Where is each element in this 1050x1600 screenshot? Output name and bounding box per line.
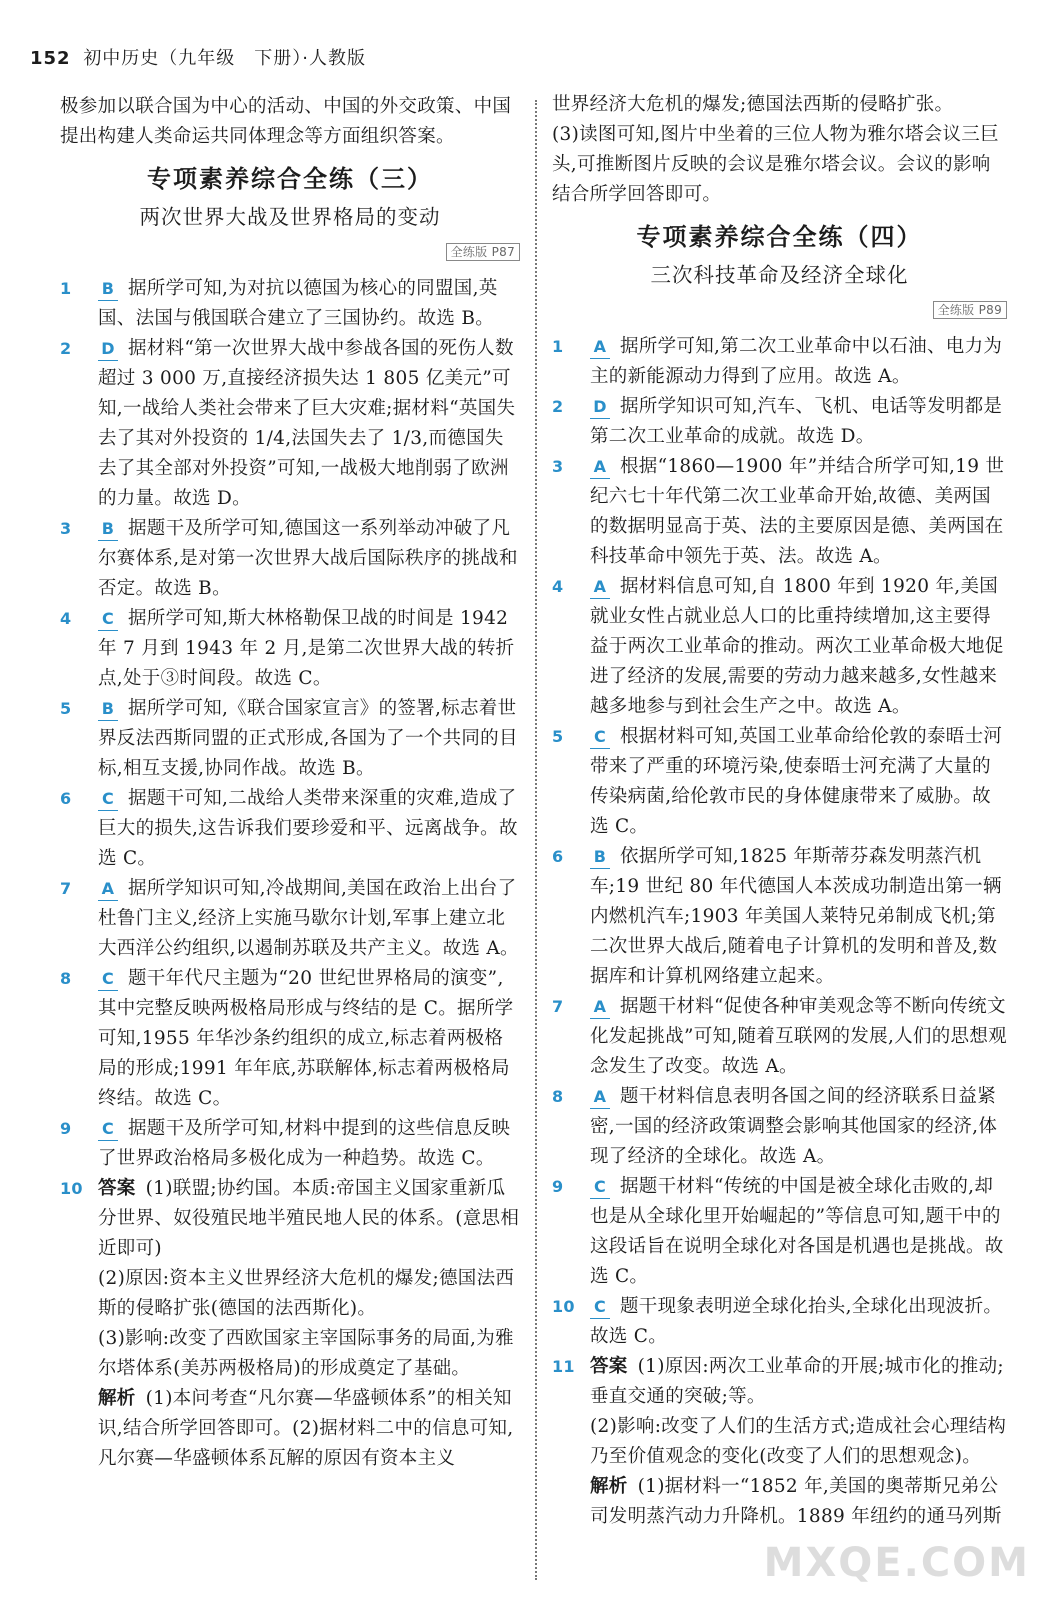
answer-item [552, 992, 1007, 1082]
analysis-label: 解析 [590, 1476, 628, 1497]
continued-text-2: (3)读图可知,图片中坐着的三位人物为雅尔塔会议三巨头,可推断图片反映的会议是雅尔塔会议。会议的影响结合所学回答即可。 [552, 124, 999, 205]
answer-item [60, 604, 520, 694]
answer-item [552, 722, 1007, 842]
explanation-text: 依据所学可知,1825 年斯蒂芬森发明蒸汽机车;19 世纪 80 年代德国人本茨成功制造出第一辆内燃机汽车;1903 年美国人莱特兄弟制成飞机;第二次世界大战后,随着电子计算机的发明和普及,数据库和计算机网络建立起来。 [590, 846, 1002, 987]
question-number: 1 [60, 279, 72, 298]
question-number: 9 [552, 1177, 564, 1196]
answer-part-2: (2)原因:资本主义世界经济大危机的爆发;德国法西斯的侵略扩张(德国的法西斯化)。 [98, 1268, 515, 1319]
question-number: 4 [60, 609, 72, 628]
answer-choice: C [590, 1176, 610, 1199]
answer-item [552, 392, 1007, 452]
answer-item [552, 332, 1007, 392]
explanation-text: 据题干材料“传统的中国是被全球化击败的,却也是从全球化里开始崛起的”等信息可知,题干中的这段话旨在说明全球化对各国是机遇也是挑战。故选 C。 [590, 1176, 1004, 1287]
question-number: 9 [60, 1119, 72, 1138]
explanation-text: 据所学可知,斯大林格勒保卫战的时间是 1942 年 7 月到 1943 年 2 月,是第二次世界大战的转折点,处于③时间段。故选 C。 [98, 608, 515, 689]
explanation-text: 据题干材料“促使各种审美观念等不断向传统文化发起挑战”可知,随着互联网的发展,人们的思想观念发生了改变。故选 A。 [590, 996, 1007, 1077]
explanation-text: 题干材料信息表明各国之间的经济联系日益紧密,一国的经济政策调整会影响其他国家的经济,体现了经济的全球化。故选 A。 [590, 1086, 998, 1167]
answer-part-1: (1)联盟;协约国。本质:帝国主义国家重新瓜分世界、奴役殖民地半殖民地人民的体系。(意思相近即可) [98, 1178, 520, 1259]
answer-choice: B [98, 698, 118, 721]
continued-text-1: 世界经济大危机的爆发;德国法西斯的侵略扩张。 [552, 94, 954, 115]
section-ref-4: 全练版 P89 [933, 301, 1007, 319]
answer-part-1: (1)原因:两次工业革命的开展;城市化的推动;垂直交通的突破;等。 [590, 1356, 1004, 1407]
page-number: 152 [30, 48, 71, 69]
left-answer-list [60, 274, 520, 1174]
explanation-text: 根据材料可知,英国工业革命给伦敦的泰晤士河带来了严重的环境污染,使泰晤士河充满了大量的传染病菌,给伦敦市民的身体健康带来了威胁。故选 C。 [590, 726, 1003, 837]
explanation-text: 题干年代尺主题为“20 世纪世界格局的演变”,其中完整反映两极格局形成与终结的是 C。据所学可知,1955 年华沙条约组织的成立,标志着两极格局的形成;1991 年年底,苏联解体,标志着两极格局终结。故选 C。 [98, 968, 514, 1109]
explanation-text: 据题干可知,二战给人类带来深重的灾难,造成了巨大的损失,这告诉我们要珍爱和平、远离战争。故选 C。 [98, 788, 518, 869]
answer-item [60, 274, 520, 334]
answer-choice: C [98, 968, 118, 991]
explanation-text: 根据“1860—1900 年”并结合所学可知,19 世纪六七十年代第二次工业革命开始,故德、美两国的数据明显高于英、法的主要原因是德、美两国在科技革命中领先于英、法。故选 A。 [590, 456, 1005, 567]
question-number: 7 [60, 879, 72, 898]
explanation-text: 据题干及所学可知,德国这一系列举动冲破了凡尔赛体系,是对第一次世界大战后国际秩序的挑战和否定。故选 B。 [98, 518, 518, 599]
answer-choice: C [98, 608, 118, 631]
answer-item [552, 1292, 1007, 1352]
answer-item [552, 842, 1007, 992]
answer-choice: B [590, 846, 610, 869]
answer-choice: C [98, 1118, 118, 1141]
answer-part-3: (3)影响:改变了西欧国家主宰国际事务的局面,为雅尔塔体系(美苏两极格局)的形成奠定了基础。 [98, 1328, 514, 1379]
explanation-text: 据所学可知,为对抗以德国为核心的同盟国,英国、法国与俄国联合建立了三国协约。故选 B。 [98, 278, 498, 329]
answer-choice: A [590, 1086, 610, 1109]
question-number: 8 [552, 1087, 564, 1106]
explanation-text: 据所学可知,《联合国家宣言》的签署,标志着世界反法西斯同盟的正式形成,各国为了一个共同的目标,相互支援,协同作战。故选 B。 [98, 698, 518, 779]
section-title-3: 专项素养综合全练（三） [147, 165, 433, 193]
watermark: MXQE.COM [763, 1540, 1030, 1586]
section-subtitle-3: 两次世界大战及世界格局的变动 [139, 205, 441, 229]
question-number: 7 [552, 997, 564, 1016]
intro-text: 极参加以联合国为中心的活动、中国的外交政策、中国提出构建人类命运共同体理念等方面组织答案。 [60, 96, 512, 147]
right-answer-list [552, 332, 1007, 1352]
question-number: 2 [60, 339, 72, 358]
answer-choice: D [98, 338, 118, 361]
analysis-text: (1)据材料一“1852 年,美国的奥蒂斯兄弟公司发明蒸汽动力升降机。1889 年纽约的通马列斯 [590, 1476, 1002, 1527]
question-number: 3 [60, 519, 72, 538]
explanation-text: 据所学知识可知,汽车、飞机、电话等发明都是第二次工业革命的成就。故选 D。 [590, 396, 1003, 447]
question-number: 10 [60, 1179, 83, 1198]
book-title: 初中历史（九年级 下册）·人教版 [83, 48, 367, 69]
answer-choice: A [98, 878, 118, 901]
explanation-text: 据材料“第一次世界大战中参战各国的死伤人数超过 3 000 万,直接经济损失达 1 805 亿美元”可知,一战给人类社会带来了巨大灾难;据材料“英国失去了其对外投资的 1/4,法国失去了 1/3,而德国失去了其全部对外投资”可知,一战极大地削弱了欧洲的力量。故选 D。 [98, 338, 516, 509]
explanation-text: 据材料信息可知,自 1800 年到 1920 年,美国就业女性占就业总人口的比重持续增加,这主要得益于两次工业革命的推动。两次工业革命极大地促进了经济的发展,需要的劳动力越来越多,女性越来越多地参与到社会生产之中。故选 A。 [590, 576, 1004, 717]
explanation-text: 据所学知识可知,冷战期间,美国在政治上出台了杜鲁门主义,经济上实施马歇尔计划,军事上建立北大西洋公约组织,以遏制苏联及共产主义。故选 A。 [98, 878, 519, 959]
answer-item [60, 874, 520, 964]
answer-item [552, 572, 1007, 722]
question-number: 6 [60, 789, 72, 808]
question-number: 3 [552, 457, 564, 476]
answer-item [60, 784, 520, 874]
answer-choice: C [98, 788, 118, 811]
explanation-text: 据题干及所学可知,材料中提到的这些信息反映了世界政治格局多极化成为一种趋势。故选 C。 [98, 1118, 511, 1169]
answer-label: 答案 [98, 1178, 136, 1199]
answer-item [60, 694, 520, 784]
analysis-label: 解析 [98, 1388, 136, 1409]
answer-choice: B [98, 278, 118, 301]
answer-item [60, 964, 520, 1114]
question-number: 8 [60, 969, 72, 988]
column-divider [535, 100, 537, 1580]
answer-choice: A [590, 996, 610, 1019]
question-number: 6 [552, 847, 564, 866]
answer-choice: A [590, 336, 610, 359]
question-11 [552, 1352, 1007, 1532]
question-number: 2 [552, 397, 564, 416]
question-number: 4 [552, 577, 564, 596]
answer-item [60, 1114, 520, 1174]
answer-item [60, 514, 520, 604]
question-number: 1 [552, 337, 564, 356]
question-10 [60, 1174, 520, 1474]
section-ref-3: 全练版 P87 [446, 243, 520, 261]
answer-choice: C [590, 1296, 610, 1319]
explanation-text: 据所学可知,第二次工业革命中以石油、电力为主的新能源动力得到了应用。故选 A。 [590, 336, 1003, 387]
answer-item [552, 1172, 1007, 1292]
answer-item [552, 1082, 1007, 1172]
answer-choice: B [98, 518, 118, 541]
explanation-text: 题干现象表明逆全球化抬头,全球化出现波折。故选 C。 [590, 1296, 1003, 1347]
answer-label: 答案 [590, 1356, 628, 1377]
section-title-4: 专项素养综合全练（四） [636, 223, 923, 251]
question-number: 11 [552, 1357, 575, 1376]
answer-part-2: (2)影响:改变了人们的生活方式;造成社会心理结构乃至价值观念的变化(改变了人们的思想观念)。 [590, 1416, 1007, 1467]
page-header [30, 44, 366, 70]
answer-choice: C [590, 726, 610, 749]
answer-choice: A [590, 456, 610, 479]
answer-choice: A [590, 576, 610, 599]
answer-item [60, 334, 520, 514]
answer-item [552, 452, 1007, 572]
question-number: 10 [552, 1297, 575, 1316]
section-subtitle-4: 三次科技革命及经济全球化 [650, 263, 909, 287]
analysis-text: (1)本问考查“凡尔赛—华盛顿体系”的相关知识,结合所学回答即可。(2)据材料二中的信息可知,凡尔赛—华盛顿体系瓦解的原因有资本主义 [98, 1388, 514, 1469]
question-number: 5 [60, 699, 72, 718]
answer-choice: D [590, 396, 610, 419]
right-column [552, 90, 1007, 1532]
question-number: 5 [552, 727, 564, 746]
left-column [60, 92, 520, 1474]
